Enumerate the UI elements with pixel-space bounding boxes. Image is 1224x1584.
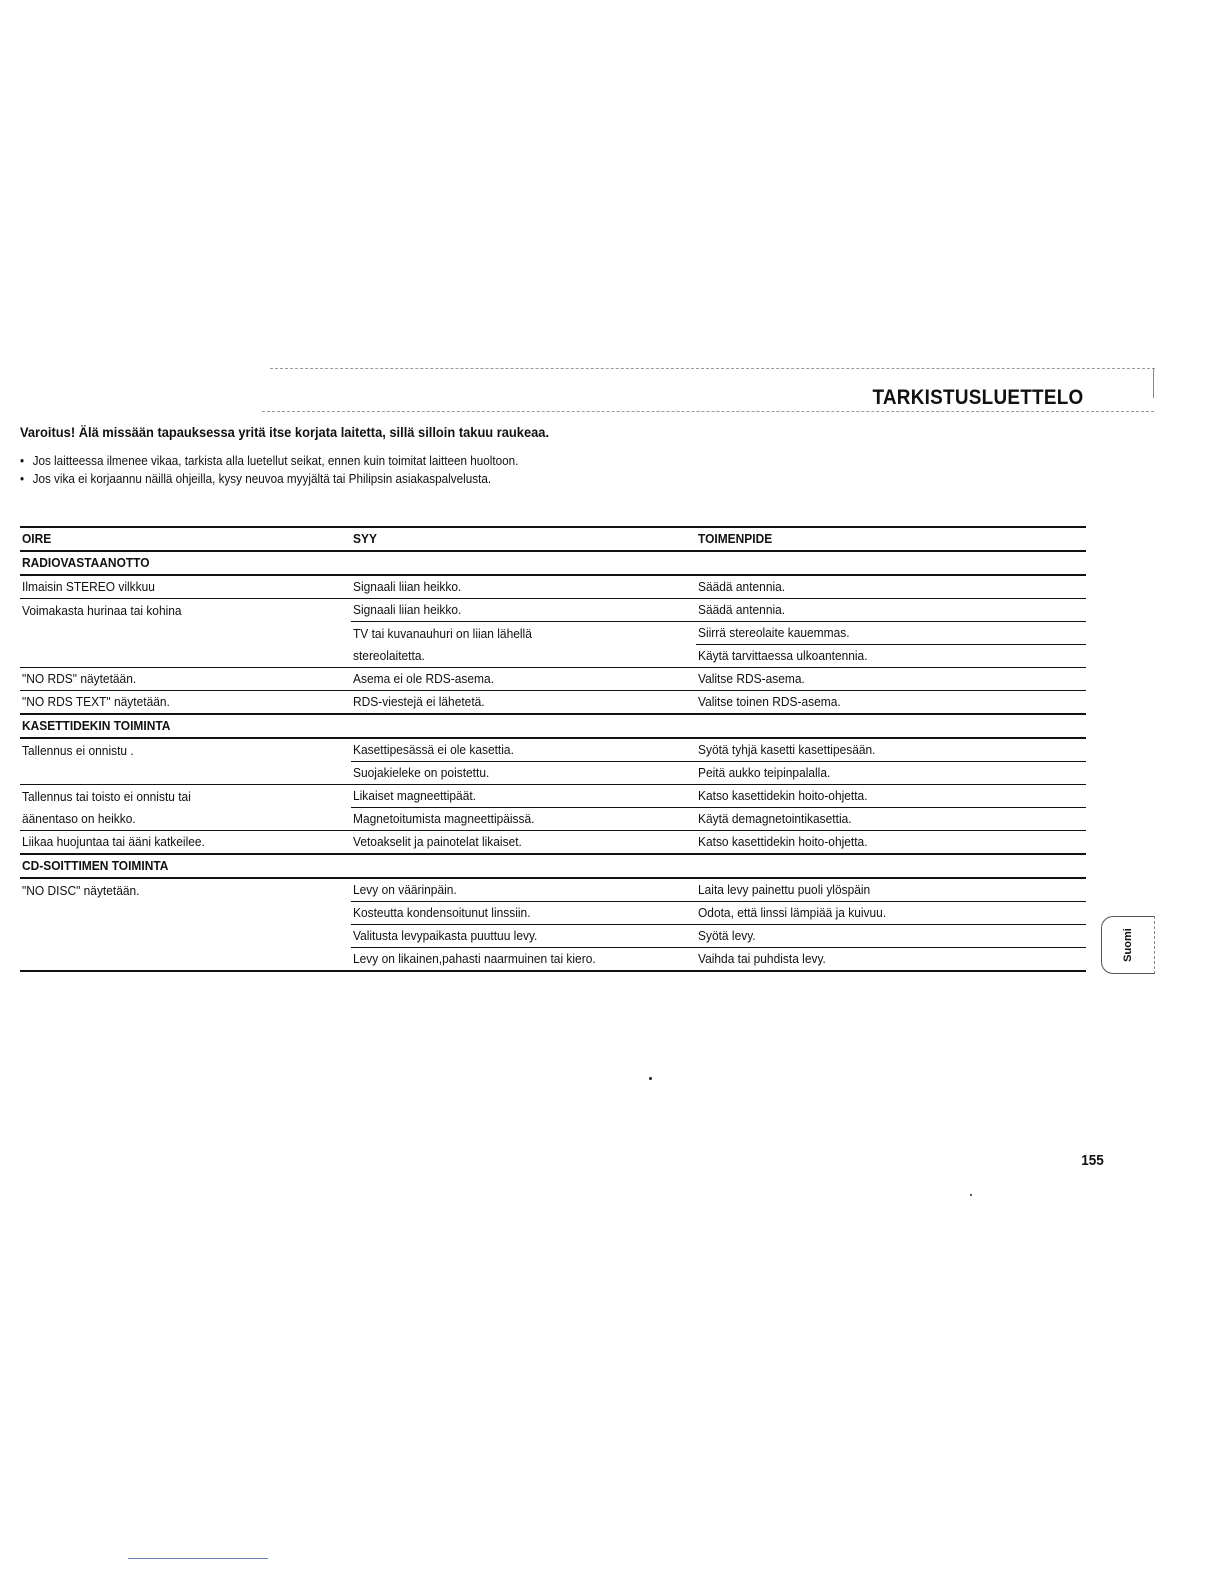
cause-cell: TV tai kuvanauhuri on liian lähellä xyxy=(353,625,533,641)
action-cell: Säädä antennia. xyxy=(697,602,785,617)
table-row xyxy=(20,738,1086,762)
table-row xyxy=(20,762,1086,785)
symptom-cell: "NO RDS" näytetään. xyxy=(22,671,137,686)
page-title: TARKISTUSLUETTELO xyxy=(872,386,1084,409)
intro-bullet: • Jos vika ei korjaannu näillä ohjeilla, kysy neuvoa myyjältä tai Philipsin asiakaspalvelusta. xyxy=(20,470,518,488)
action-cell: Syötä levy. xyxy=(697,928,756,943)
action-cell: Syötä tyhjä kasetti kasettipesään. xyxy=(697,742,876,757)
action-cell: Säädä antennia. xyxy=(697,579,785,594)
language-tab xyxy=(1101,916,1155,974)
table-row xyxy=(20,902,1086,925)
action-cell: Odota, että linssi lämpiää ja kuivuu. xyxy=(697,905,886,920)
cause-cell: Levy on likainen,pahasti naarmuinen tai kiero. xyxy=(353,951,597,966)
action-cell: Peitä aukko teipinpalalla. xyxy=(697,765,831,780)
action-cell: Käytä tarvittaessa ulkoantennia. xyxy=(697,648,868,663)
column-header-symptom: OIRE xyxy=(22,531,52,546)
section-row-radio xyxy=(20,551,1086,575)
symptom-cell: Tallennus tai toisto ei onnistu tai xyxy=(22,788,191,804)
table-row xyxy=(20,878,1086,902)
section-title-radio: RADIOVASTAANOTTO xyxy=(22,555,150,570)
table-row xyxy=(20,691,1086,715)
section-row-cd xyxy=(20,854,1086,878)
language-tab-label: Suomi xyxy=(1122,928,1134,962)
page-number: 155 xyxy=(1081,1152,1104,1169)
symptom-cell: "NO DISC" näytetään. xyxy=(22,882,140,898)
cause-cell: Vetoakselit ja painotelat likaiset. xyxy=(353,834,523,849)
cause-cell: Kosteutta kondensoitunut linssiin. xyxy=(353,905,531,920)
cause-cell: RDS-viestejä ei lähetetä. xyxy=(353,694,485,709)
action-cell: Käytä demagnetointikasettia. xyxy=(697,811,852,826)
section-title-cassette: KASETTIDEKIN TOIMINTA xyxy=(22,718,171,733)
scan-speck xyxy=(649,1077,652,1080)
table-row xyxy=(20,668,1086,691)
table-row xyxy=(20,622,1086,645)
header-rule-top xyxy=(270,368,1155,369)
cause-cell: Valitusta levypaikasta puuttuu levy. xyxy=(353,928,538,943)
table-row xyxy=(20,599,1086,622)
cause-cell: Signaali liian heikko. xyxy=(353,579,462,594)
cause-cell: Signaali liian heikko. xyxy=(353,602,462,617)
warning-text: Varoitus! Älä missään tapauksessa yritä itse korjata laitetta, sillä silloin takuu raukeaa. xyxy=(20,424,550,440)
symptom-cell: Voimakasta hurinaa tai kohina xyxy=(22,602,182,618)
action-cell: Katso kasettidekin hoito-ohjetta. xyxy=(697,834,868,849)
table-row xyxy=(20,831,1086,855)
symptom-cell: "NO RDS TEXT" näytetään. xyxy=(22,694,170,709)
intro-bullet: • Jos laitteessa ilmenee vikaa, tarkista alla luetellut seikat, ennen kuin toimitat laitteen huoltoon. xyxy=(20,452,518,470)
footer-rule xyxy=(128,1558,268,1559)
cause-cell: Magnetoitumista magneettipäissä. xyxy=(353,811,535,826)
table-header-row xyxy=(20,527,1086,551)
cause-cell: Levy on väärinpäin. xyxy=(353,882,458,897)
symptom-cell: Liikaa huojuntaa tai ääni katkeilee. xyxy=(22,834,205,849)
troubleshooting-table xyxy=(20,526,1086,972)
table-row xyxy=(20,575,1086,599)
table-row xyxy=(20,948,1086,972)
intro-bullets xyxy=(20,452,574,488)
table-row xyxy=(20,645,1086,668)
section-title-cd: CD-SOITTIMEN TOIMINTA xyxy=(22,858,169,873)
cause-cell: Likaiset magneettipäät. xyxy=(353,788,477,803)
action-cell: Katso kasettidekin hoito-ohjetta. xyxy=(697,788,868,803)
table-row xyxy=(20,785,1086,808)
table-row xyxy=(20,808,1086,831)
section-row-cassette xyxy=(20,714,1086,738)
symptom-cell: Tallennus ei onnistu . xyxy=(22,742,134,758)
action-cell: Laita levy painettu puoli ylöspäin xyxy=(697,882,870,897)
cause-cell: Kasettipesässä ei ole kasettia. xyxy=(353,742,515,757)
symptom-cell: äänentaso on heikko. xyxy=(22,811,136,826)
header-rule-bottom xyxy=(262,411,1154,412)
action-cell: Vaihda tai puhdista levy. xyxy=(697,951,826,966)
cause-cell: Asema ei ole RDS-asema. xyxy=(353,671,495,686)
column-header-action: TOIMENPIDE xyxy=(697,531,772,546)
action-cell: Siirrä stereolaite kauemmas. xyxy=(697,625,850,640)
scan-speck xyxy=(970,1194,972,1196)
column-header-cause: SYY xyxy=(353,531,378,546)
cause-cell: Suojakieleke on poistettu. xyxy=(353,765,490,780)
table-row xyxy=(20,925,1086,948)
header-corner-mark xyxy=(1153,368,1156,398)
cause-cell: stereolaitetta. xyxy=(353,648,426,663)
symptom-cell: Ilmaisin STEREO vilkkuu xyxy=(22,579,155,594)
action-cell: Valitse toinen RDS-asema. xyxy=(697,694,841,709)
action-cell: Valitse RDS-asema. xyxy=(697,671,805,686)
